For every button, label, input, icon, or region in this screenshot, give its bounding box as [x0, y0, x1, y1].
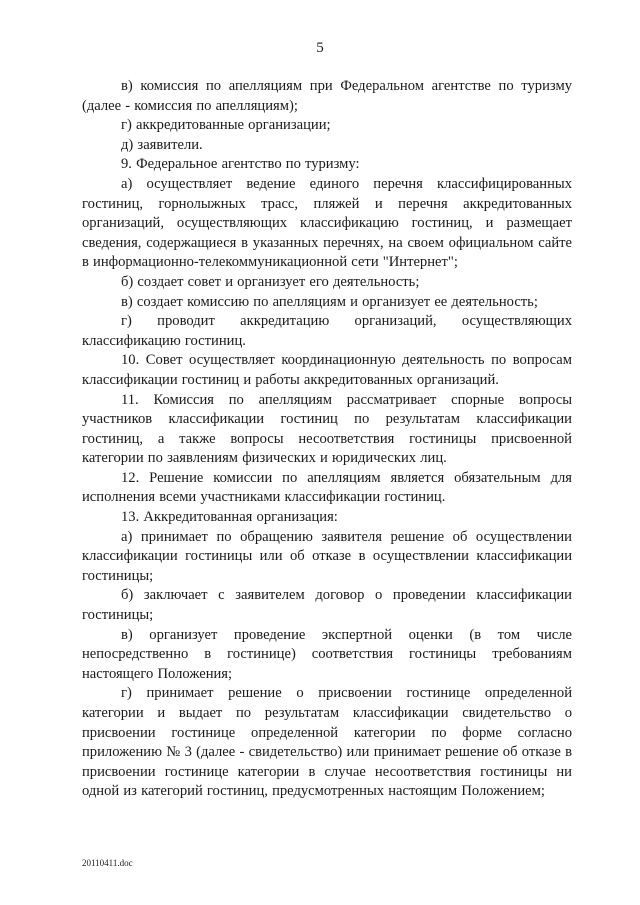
- paragraph: б) заключает с заявителем договор о проведении классификации гостиницы;: [82, 587, 572, 624]
- paragraph: б) создает совет и организует его деятельность;: [121, 273, 420, 290]
- document-body: [82, 77, 572, 802]
- paragraph: г) принимает решение о присвоении гостинице определенной категории и выдает по результатам классификации свидетельство о присвоении гостинице определенной категории по форме согласно приложению № 3 (далее - свидетельство) или принимает решение об отказе в присвоении гостинице категории в случае несоответствия гостиницы ни одной из категорий гостиниц, предусмотренных настоящим Положением;: [82, 685, 572, 800]
- paragraph: в) комиссия по апелляциям при Федеральном агентстве по туризму (далее - комиссия по апелляциям);: [82, 78, 572, 114]
- page-number: 5: [316, 40, 324, 56]
- paragraph: а) осуществляет ведение единого перечня классифицированных гостиниц, горнолыжных трасс, пляжей и перечня аккредитованных организаций, осуществляющих классификацию гостиниц, и размещает сведения, содержащиеся в указанных перечнях, на своем официальном сайте в информационно-телекоммуникационной сети "Интернет";: [82, 175, 572, 271]
- paragraph: в) создает комиссию по апелляциям и организует ее деятельность;: [121, 293, 538, 310]
- footer-filename: 20110411.doc: [82, 858, 133, 868]
- paragraph: 11. Комиссия по апелляциям рассматривает спорные вопросы участников классификации гостиниц по результатам классификации гостиниц, а также вопросы несоответствия гостиницы присвоенной категории по заявлениям физических и юридических лиц.: [82, 391, 572, 467]
- paragraph: 10. Совет осуществляет координационную деятельность по вопросам классификации гостиниц и работы аккредитованных организаций.: [82, 352, 572, 388]
- paragraph: 12. Решение комиссии по апелляциям является обязательным для исполнения всеми участниками классификации гостиниц.: [82, 469, 572, 506]
- paragraph: д) заявители.: [121, 136, 203, 153]
- paragraph: г) аккредитованные организации;: [121, 117, 331, 134]
- paragraph: а) принимает по обращению заявителя решение об осуществлении классификации гостиницы или об отказе в осуществлении классификации гостиницы;: [82, 528, 572, 584]
- paragraph: 13. Аккредитованная организация:: [121, 509, 338, 526]
- paragraph: в) организует проведение экспертной оценки (в том числе непосредственно в гостинице) соответствия гостиницы требованиям настоящего Положения;: [82, 626, 572, 682]
- paragraph: 9. Федеральное агентство по туризму:: [121, 156, 360, 173]
- paragraph: г) проводит аккредитацию организаций, осуществляющих классификацию гостиниц.: [82, 313, 572, 349]
